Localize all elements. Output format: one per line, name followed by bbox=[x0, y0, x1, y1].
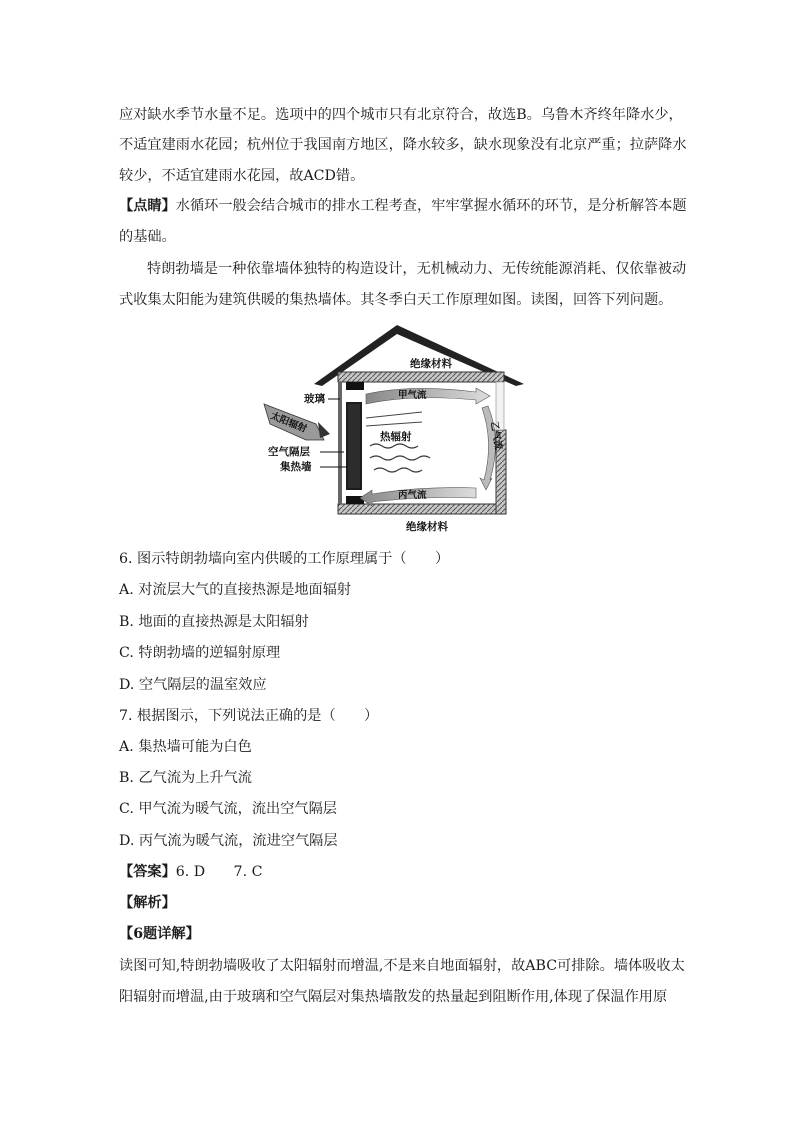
analysis-tag: 【解析】 bbox=[119, 895, 176, 911]
answer-tag: 【答案】 bbox=[119, 864, 176, 880]
tip-tag: 【点睛】 bbox=[119, 198, 176, 214]
paragraph-line: 不适宜建雨水花园；杭州位于我国南方地区，降水较多，缺水现象没有北京严重；拉萨降水 bbox=[119, 137, 687, 153]
question-6-option-b: B. 地面的直接热源是太阳辐射 bbox=[119, 614, 309, 630]
tip-line: 的基础。 bbox=[119, 229, 176, 245]
question-6-option-d: D. 空气隔层的温室效应 bbox=[119, 677, 267, 693]
tip-line bbox=[119, 196, 687, 216]
label-heat-radiation: 热辐射 bbox=[380, 431, 412, 443]
intro-line: 式收集太阳能为建筑供暖的集热墙体。其冬季白天工作原理如图。读图，回答下列问题。 bbox=[119, 292, 673, 308]
tip-text: 水循环一般会结合城市的排水工程考查，牢牢掌握水循环的环节，是分析解答本题 bbox=[175, 198, 687, 214]
question-7-stem: 7. 根据图示，下列说法正确的是（ ） bbox=[119, 708, 379, 724]
label-insulation-top: 绝缘材料 bbox=[410, 358, 452, 370]
answer-line bbox=[119, 862, 262, 882]
answer-text: 6. D 7. C bbox=[175, 864, 263, 880]
paragraph-line: 应对缺水季节水量不足。选项中的四个城市只有北京符合，故选B。乌鲁木齐终年降水少， bbox=[119, 107, 683, 123]
label-flow-a: 甲气流 bbox=[398, 390, 427, 401]
label-insulation-bottom: 绝缘材料 bbox=[406, 521, 448, 533]
question-7-option-b: B. 乙气流为上升气流 bbox=[119, 770, 252, 786]
insulation-bottom bbox=[338, 504, 504, 514]
paragraph-line: 较少，不适宜建雨水花园，故ACD错。 bbox=[119, 168, 365, 184]
question-6-option-c: C. 特朗勃墙的逆辐射原理 bbox=[119, 645, 281, 661]
question-6-option-a: A. 对流层大气的直接热源是地面辐射 bbox=[119, 582, 352, 598]
glass-pane bbox=[338, 382, 342, 504]
analysis-q6-tag: 【6题详解】 bbox=[119, 926, 200, 942]
question-7-option-c: C. 甲气流为暖气流，流出空气隔层 bbox=[119, 801, 337, 817]
trombe-wall-diagram bbox=[262, 322, 524, 540]
analysis-line: 阳辐射而增温,由于玻璃和空气隔层对集热墙散发的热量起到阻断作用,体现了保温作用原 bbox=[119, 989, 668, 1005]
label-flow-b: 乙气流 bbox=[488, 420, 504, 451]
label-flow-c: 丙气流 bbox=[398, 490, 427, 501]
diagram-svg bbox=[262, 322, 524, 540]
label-air-layer: 空气隔层 bbox=[268, 446, 310, 458]
question-7-option-d: D. 丙气流为暖气流，流进空气隔层 bbox=[119, 833, 338, 849]
question-6-stem: 6. 图示特朗勃墙向室内供暖的工作原理属于（ ） bbox=[119, 551, 450, 567]
insulation-top bbox=[338, 372, 504, 382]
label-collector-wall: 集热墙 bbox=[280, 461, 312, 473]
upper-vent bbox=[346, 382, 364, 390]
intro-line: 特朗勃墙是一种依靠墙体独特的构造设计，无机械动力、无传统能源消耗、仅依靠被动 bbox=[147, 261, 687, 277]
question-7-option-a: A. 集热墙可能为白色 bbox=[119, 739, 252, 755]
label-glass: 玻璃 bbox=[304, 393, 325, 405]
label-sun-radiation: 太阳辐射 bbox=[268, 410, 309, 436]
analysis-line: 读图可知,特朗勃墙吸收了太阳辐射而增温,不是来自地面辐射，故ABC可排除。墙体吸收太 bbox=[119, 958, 685, 974]
